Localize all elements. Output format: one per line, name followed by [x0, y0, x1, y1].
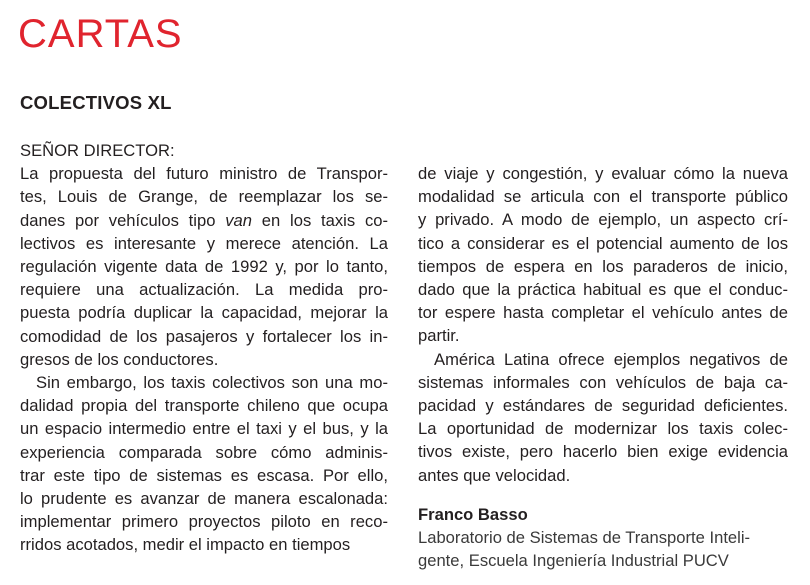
text-line: tico a considerar es el potencial aumento de los	[418, 233, 788, 253]
text-line: La propuesta del futuro ministro de Transpor-	[20, 164, 388, 184]
text-line: comodidad de los pasajeros y fortalecer los in-	[20, 326, 388, 346]
text-line: tivos existe, pero hacerlo bien exige evidencia	[418, 442, 788, 462]
text-line: danes por vehículos tipo van en los taxis co-	[20, 210, 388, 230]
text-line: Sin embargo, los taxis colectivos son una mo-	[36, 373, 388, 393]
text-line: dalidad propia del transporte chileno que ocupa	[20, 396, 388, 416]
signature-block	[418, 503, 788, 572]
section-title: CARTAS	[18, 12, 183, 56]
text-line: partir.	[418, 326, 460, 346]
text-line: La oportunidad de modernizar los taxis colec-	[418, 419, 788, 439]
text-line: experiencia comparada sobre cómo adminis-	[20, 442, 388, 462]
letter-paragraph	[20, 371, 388, 557]
text-line: un espacio intermedio entre el taxi y el bus, y la	[20, 419, 388, 439]
text-line: lectivos es interesante y merece atención. La	[20, 233, 388, 253]
text-line: trar este tipo de sistemas es escasa. Por ello,	[20, 465, 388, 485]
letter-paragraph	[418, 162, 788, 348]
text-line: de viaje y congestión, y evaluar cómo la nueva	[418, 164, 788, 183]
emphasis: van	[225, 210, 252, 230]
text-line: modalidad se articula con el transporte público	[418, 187, 788, 207]
author-name: Franco Basso	[418, 505, 528, 524]
letter-paragraph	[20, 162, 388, 371]
affiliation-line: gente, Escuela Ingeniería Industrial PUCV	[418, 551, 729, 570]
affiliation-line: Laboratorio de Sistemas de Transporte Inteli-	[418, 528, 751, 547]
text-line: gresos de los conductores.	[20, 349, 219, 369]
text-line: regulación vigente data de 1992 y, por lo tanto,	[20, 257, 388, 277]
letter-paragraph	[418, 348, 788, 487]
text-line: sistemas informales con vehículos de baja ca-	[418, 372, 788, 392]
text-line: y privado. A modo de ejemplo, un aspecto crí-	[418, 210, 788, 230]
text-line: requiere una actualización. La medida pro-	[20, 280, 388, 300]
left-column	[20, 139, 388, 557]
text-line: tiempos de espera en los paraderos de inicio,	[418, 256, 788, 276]
text-line: dado que la práctica habitual es que el conduc-	[418, 280, 788, 300]
text-line: implementar primero proyectos piloto en reco-	[20, 512, 388, 532]
text-line: antes que velocidad.	[418, 465, 571, 485]
text-line: lo prudente es avanzar de manera escalonada:	[20, 489, 388, 509]
text-line: puesta podría duplicar la capacidad, mejorar la	[20, 303, 388, 323]
salutation: SEÑOR DIRECTOR:	[20, 141, 175, 160]
text-line: rridos acotados, medir el impacto en tiempos	[20, 535, 351, 555]
text-line: América Latina ofrece ejemplos negativos de	[434, 349, 788, 369]
author-affiliation	[418, 526, 788, 572]
text-line: tor espere hasta completar el vehículo antes de	[418, 303, 788, 323]
right-column	[418, 162, 788, 487]
letter-headline: COLECTIVOS XL	[20, 92, 172, 113]
text-line: tes, Louis de Grange, de reemplazar los se-	[20, 187, 388, 207]
text-line: pacidad y estándares de seguridad deficientes.	[418, 396, 788, 416]
